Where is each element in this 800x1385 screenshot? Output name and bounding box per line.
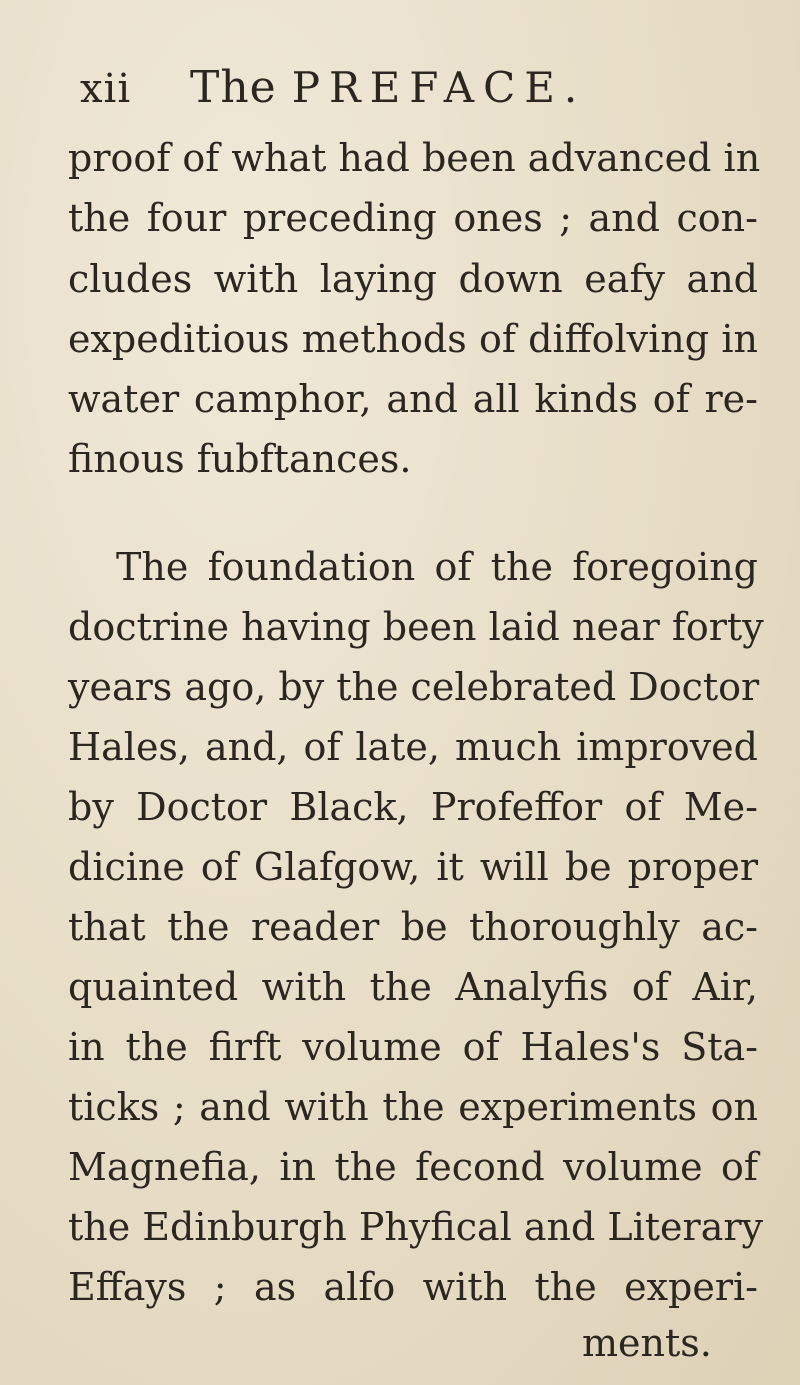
text-line: the four preceding ones ; and con- [68, 196, 758, 240]
text-line: Hales, and, of late, much improved [68, 725, 758, 769]
text-line: ticks ; and with the experiments on [68, 1085, 758, 1129]
page-number: xii [80, 66, 132, 112]
text-line: expeditious methods of diffolving in [68, 317, 758, 361]
running-header [80, 62, 586, 113]
text-line: in the firft volume of Hales's Sta- [68, 1025, 758, 1069]
catchword: ments. [582, 1321, 712, 1365]
header-the: The [190, 62, 277, 113]
text-line: that the reader be thoroughly ac- [68, 905, 758, 949]
text-line: the Edinburgh Phyfical and Literary [68, 1205, 764, 1249]
text-line: doctrine having been laid near forty [68, 605, 764, 649]
text-line: Effays ; as alfo with the experi- [68, 1265, 758, 1309]
text-line: proof of what had been advanced in [68, 136, 761, 180]
text-line: by Doctor Black, Profeffor of Me- [68, 785, 758, 829]
text-line: Magnefia, in the fecond volume of [68, 1145, 758, 1189]
text-line: years ago, by the celebrated Doctor [68, 665, 760, 709]
text-line: cludes with laying down eafy and [68, 257, 758, 301]
text-line: dicine of Glafgow, it will be proper [68, 845, 758, 889]
text-line: The foundation of the foregoing [116, 545, 758, 589]
text-line: quainted with the Analyfis of Air, [68, 965, 758, 1009]
text-line: finous fubftances. [68, 437, 412, 481]
header-title: PREFACE. [291, 63, 587, 112]
text-line: water camphor, and all kinds of re- [68, 377, 758, 421]
